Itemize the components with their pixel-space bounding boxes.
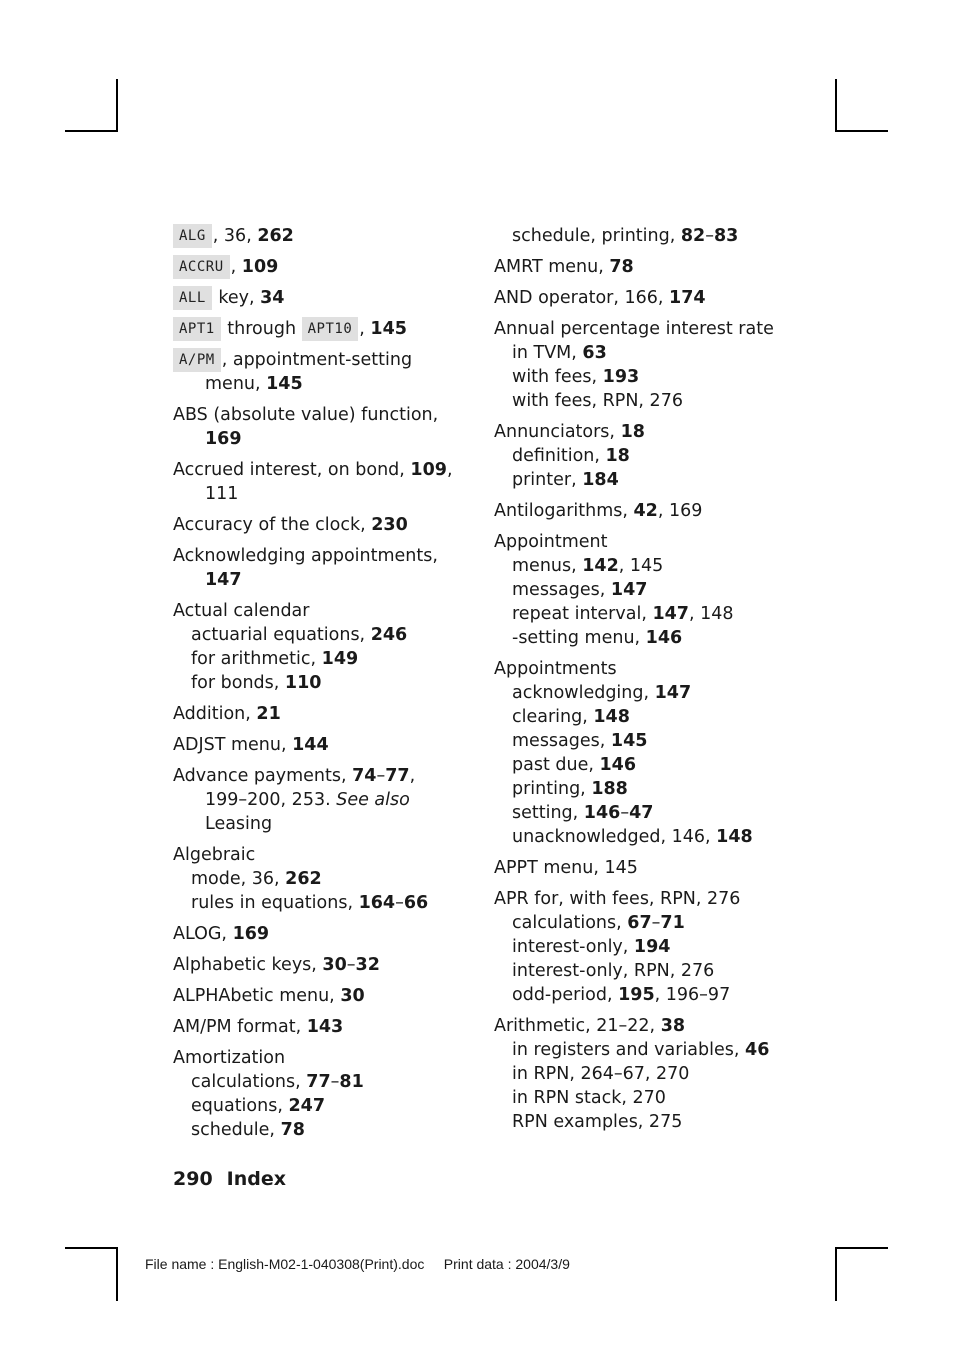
index-subterm	[494, 554, 794, 578]
entry-text: key,	[212, 288, 261, 308]
page-ref-primary: 110	[284, 673, 322, 693]
page-ref-primary: 21	[256, 704, 281, 724]
page-ref-primary: 83	[713, 226, 739, 246]
index-entry	[173, 922, 473, 946]
page-ref-primary: 143	[306, 1017, 344, 1037]
entry-text: Alphabetic keys,	[173, 955, 323, 975]
index-subterm	[494, 959, 794, 983]
entry-text: menus,	[512, 556, 583, 576]
index-entry	[173, 764, 473, 836]
page-ref-primary: 169	[205, 429, 242, 449]
crop-mark	[116, 79, 118, 132]
entry-text: -setting menu,	[512, 628, 646, 648]
entry-text: Appointments	[494, 659, 617, 679]
crop-mark	[835, 1247, 888, 1249]
entry-text: APR for, with fees, RPN, 276	[494, 889, 741, 909]
index-subterm	[173, 891, 473, 915]
page-ref-primary: 47	[629, 803, 654, 823]
entry-text: ,	[230, 257, 242, 277]
index-entry	[173, 953, 473, 977]
entry-text: –	[395, 893, 404, 913]
section-title: Index	[226, 1168, 287, 1190]
index-entry	[173, 1046, 473, 1142]
entry-text: , 145	[618, 556, 664, 576]
index-subterm	[494, 626, 794, 650]
entry-text: ,	[446, 460, 453, 480]
index-subterm	[494, 389, 794, 413]
entry-text: 111	[205, 484, 239, 504]
index-term	[173, 733, 473, 757]
page-ref-primary: 74	[352, 766, 377, 786]
index-term	[173, 764, 473, 788]
entry-text: clearing,	[512, 707, 594, 727]
entry-text: past due,	[512, 755, 600, 775]
index-column-right	[494, 224, 794, 1141]
entry-text: 199–200, 253.	[205, 790, 337, 810]
index-subterm	[494, 825, 794, 849]
page-ref-primary: 148	[716, 827, 753, 847]
index-entry	[173, 733, 473, 757]
page-ref-primary: 262	[285, 869, 322, 889]
page-ref-primary: 148	[593, 707, 630, 727]
page-ref-primary: 38	[660, 1016, 686, 1036]
entry-text: ADJST menu,	[173, 735, 293, 755]
index-entry	[494, 1014, 794, 1134]
menu-key-label: APT1	[173, 317, 221, 341]
crop-mark	[835, 1247, 837, 1301]
page-ref-primary: 145	[266, 374, 303, 394]
page-ref-primary: 193	[602, 367, 640, 387]
entry-text: through	[221, 319, 302, 339]
entry-text: Addition,	[173, 704, 257, 724]
entry-text: Arithmetic, 21–22,	[494, 1016, 661, 1036]
index-entry	[173, 286, 473, 310]
index-term	[173, 317, 473, 341]
page-ref-primary: 77	[306, 1072, 331, 1092]
page-ref-primary: 147	[654, 683, 692, 703]
index-subterm	[173, 427, 473, 451]
index-term	[173, 1015, 473, 1039]
index-subterm	[173, 1070, 473, 1094]
index-term	[173, 922, 473, 946]
index-subterm	[494, 468, 794, 492]
entry-text: odd-period,	[512, 985, 619, 1005]
index-entry	[173, 984, 473, 1008]
index-subterm	[173, 867, 473, 891]
entry-text: –	[651, 913, 661, 933]
page-ref-primary: 18	[620, 422, 645, 442]
index-term	[173, 458, 473, 482]
entry-text: ALPHAbetic menu,	[173, 986, 341, 1006]
entry-text: schedule,	[191, 1120, 281, 1140]
entry-text: mode, 36,	[191, 869, 286, 889]
cross-reference: See also	[336, 790, 410, 810]
index-subterm	[173, 1094, 473, 1118]
entry-text: Accrued interest, on bond,	[173, 460, 411, 480]
entry-text: Accuracy of the clock,	[173, 515, 372, 535]
index-subterm	[494, 602, 794, 626]
entry-text: Algebraic	[173, 845, 256, 865]
entry-text: calculations,	[191, 1072, 307, 1092]
entry-text: –	[330, 1072, 340, 1092]
page-ref-primary: 146	[599, 755, 636, 775]
index-entry	[173, 317, 473, 341]
menu-key-label: ALG	[173, 224, 212, 248]
page-ref-primary: 63	[582, 343, 607, 363]
menu-key-label: A/PM	[173, 348, 221, 372]
index-subterm	[494, 578, 794, 602]
page-ref-primary: 42	[633, 501, 658, 521]
page-ref-primary: 67	[627, 913, 652, 933]
index-entry	[494, 856, 794, 880]
entry-text: Appointment	[494, 532, 608, 552]
page-ref-primary: 142	[582, 556, 619, 576]
crop-mark	[116, 1247, 118, 1301]
entry-text: interest-only,	[512, 937, 634, 957]
index-entry	[173, 544, 473, 592]
page-ref-primary: 146	[645, 628, 683, 648]
page-ref-primary: 32	[355, 955, 380, 975]
entry-text: with fees, RPN, 276	[512, 391, 683, 411]
index-term	[173, 953, 473, 977]
index-term	[173, 1046, 473, 1070]
page-ref-primary: 81	[339, 1072, 364, 1092]
index-subterm	[494, 911, 794, 935]
page-ref-primary: 30	[322, 955, 347, 975]
page-ref-primary: 194	[633, 937, 671, 957]
page-ref-primary: 184	[582, 470, 619, 490]
entry-text: –	[376, 766, 386, 786]
entry-text: rules in equations,	[191, 893, 359, 913]
index-subterm	[173, 788, 473, 812]
index-entry	[173, 599, 473, 695]
page-ref-primary: 164	[358, 893, 396, 913]
index-term	[173, 843, 473, 867]
entry-text: Antilogarithms,	[494, 501, 634, 521]
index-subterm	[494, 681, 794, 705]
page-footer	[173, 1168, 300, 1190]
index-term	[173, 702, 473, 726]
index-subterm	[173, 482, 473, 506]
entry-text: repeat interval,	[512, 604, 653, 624]
crop-mark	[835, 79, 837, 132]
index-entry	[494, 657, 794, 849]
index-entry	[173, 458, 473, 506]
index-entry	[173, 255, 473, 279]
index-subterm	[173, 623, 473, 647]
page-ref-primary: 230	[371, 515, 408, 535]
entry-text: equations,	[191, 1096, 289, 1116]
page-ref-primary: 169	[232, 924, 270, 944]
page-ref-primary: 147	[205, 570, 242, 590]
crop-mark	[835, 130, 888, 132]
entry-text: messages,	[512, 580, 611, 600]
index-term	[494, 499, 794, 523]
entry-text: AND operator, 166,	[494, 288, 670, 308]
index-entry	[173, 224, 473, 248]
entry-text: schedule, printing,	[512, 226, 681, 246]
index-entry	[173, 1015, 473, 1039]
index-subterm	[173, 671, 473, 695]
entry-text: , 148	[688, 604, 734, 624]
entry-text: ABS (absolute value) function,	[173, 405, 439, 425]
page-ref-primary: 247	[288, 1096, 325, 1116]
entry-text: ALOG,	[173, 924, 233, 944]
index-entry	[494, 317, 794, 413]
entry-text: Actual calendar	[173, 601, 310, 621]
page-ref-primary: 18	[605, 446, 630, 466]
page-ref-primary: 146	[583, 803, 621, 823]
index-entry	[494, 530, 794, 650]
page-ref-primary: 109	[410, 460, 447, 480]
page-ref-primary: 82	[680, 226, 706, 246]
page-ref-primary: 46	[745, 1040, 770, 1060]
page-ref-primary: 262	[257, 226, 294, 246]
page-ref-primary: 188	[591, 779, 628, 799]
index-entry	[494, 887, 794, 1007]
file-info: File name : English-M02-1-040308(Print).doc Print data : 2004/3/9	[145, 1256, 570, 1272]
index-subterm	[494, 705, 794, 729]
menu-key-label: ALL	[173, 286, 212, 310]
entry-text: –	[705, 226, 714, 246]
index-entry	[173, 843, 473, 915]
index-term	[173, 224, 473, 248]
index-subterm	[494, 729, 794, 753]
index-subterm	[494, 1110, 794, 1134]
index-subterm	[173, 1118, 473, 1142]
index-term	[494, 255, 794, 279]
entry-text: , 196–97	[654, 985, 731, 1005]
entry-text: Annunciators,	[494, 422, 621, 442]
entry-text: ,	[359, 319, 371, 339]
menu-key-label: ACCRU	[173, 255, 230, 279]
index-entry	[173, 702, 473, 726]
page-ref-primary: 147	[610, 580, 648, 600]
entry-text: setting,	[512, 803, 584, 823]
entry-text: printer,	[512, 470, 583, 490]
index-term	[494, 657, 794, 681]
index-term	[494, 420, 794, 444]
index-term	[173, 984, 473, 1008]
index-term	[173, 599, 473, 623]
index-subterm	[494, 1038, 794, 1062]
page-ref-primary: 78	[280, 1120, 305, 1140]
entry-text: definition,	[512, 446, 606, 466]
page-ref-primary: 145	[370, 319, 407, 339]
index-subterm	[494, 1062, 794, 1086]
index-subterm	[173, 372, 473, 396]
entry-text: for bonds,	[191, 673, 285, 693]
index-entry	[494, 255, 794, 279]
entry-text: with fees,	[512, 367, 603, 387]
entry-text: menu,	[205, 374, 267, 394]
index-subterm	[494, 983, 794, 1007]
entry-text: Leasing	[205, 814, 273, 834]
entry-text: , 36,	[212, 226, 258, 246]
index-term	[494, 856, 794, 880]
index-term	[494, 530, 794, 554]
index-subterm	[494, 753, 794, 777]
page-ref-primary: 149	[321, 649, 359, 669]
entry-text: ,	[409, 766, 416, 786]
entry-text: , appointment-setting	[221, 350, 413, 370]
menu-key-label: APT10	[302, 317, 359, 341]
index-subterm	[494, 777, 794, 801]
entry-text: for arithmetic,	[191, 649, 322, 669]
entry-text: AMRT menu,	[494, 257, 610, 277]
page-ref-primary: 78	[609, 257, 634, 277]
index-entry	[173, 513, 473, 537]
entry-text: Acknowledging appointments,	[173, 546, 438, 566]
index-term	[173, 348, 473, 372]
entry-text: printing,	[512, 779, 592, 799]
crop-mark	[65, 130, 118, 132]
entry-text: AM/PM format,	[173, 1017, 307, 1037]
entry-text: calculations,	[512, 913, 628, 933]
index-term	[494, 1014, 794, 1038]
entry-text: –	[620, 803, 630, 823]
entry-text: in registers and variables,	[512, 1040, 746, 1060]
index-entry	[494, 420, 794, 492]
page-ref-primary: 145	[610, 731, 648, 751]
index-subterm	[494, 224, 794, 248]
page-ref-primary: 71	[660, 913, 685, 933]
index-term	[173, 513, 473, 537]
index-term	[494, 887, 794, 911]
index-term	[173, 255, 473, 279]
index-column-left	[173, 224, 473, 1149]
crop-mark	[65, 1247, 118, 1249]
entry-text: in TVM,	[512, 343, 583, 363]
page-ref-primary: 30	[340, 986, 365, 1006]
entry-text: in RPN, 264–67, 270	[512, 1064, 690, 1084]
entry-text: unacknowledged, 146,	[512, 827, 717, 847]
entry-text: , 169	[657, 501, 703, 521]
index-subterm	[494, 935, 794, 959]
page-ref-primary: 66	[403, 893, 429, 913]
entry-text: in RPN stack, 270	[512, 1088, 666, 1108]
page-ref-primary: 246	[370, 625, 408, 645]
index-entry	[173, 348, 473, 396]
page-ref-primary: 144	[292, 735, 329, 755]
index-subterm	[173, 647, 473, 671]
entry-text: messages,	[512, 731, 611, 751]
page-ref-primary: 147	[652, 604, 689, 624]
page-ref-primary: 34	[260, 288, 285, 308]
index-subterm	[173, 568, 473, 592]
index-term	[173, 403, 473, 427]
index-term	[173, 544, 473, 568]
entry-text: actuarial equations,	[191, 625, 371, 645]
index-entry	[494, 286, 794, 310]
page-ref-primary: 77	[385, 766, 410, 786]
index-term	[494, 286, 794, 310]
index-subterm	[494, 444, 794, 468]
index-subterm	[173, 812, 473, 836]
page-ref-primary: 195	[618, 985, 655, 1005]
page-number: 290	[173, 1168, 213, 1190]
page-ref-primary: 109	[241, 257, 279, 277]
index-term	[173, 286, 473, 310]
index-entry	[494, 224, 794, 248]
entry-text: RPN examples, 275	[512, 1112, 683, 1132]
index-subterm	[494, 341, 794, 365]
entry-text: Amortization	[173, 1048, 286, 1068]
index-entry	[173, 403, 473, 451]
index-subterm	[494, 801, 794, 825]
entry-text: interest-only, RPN, 276	[512, 961, 715, 981]
index-entry	[494, 499, 794, 523]
entry-text: Annual percentage interest rate	[494, 319, 774, 339]
index-subterm	[494, 365, 794, 389]
index-term	[494, 317, 794, 341]
entry-text: Advance payments,	[173, 766, 353, 786]
entry-text: acknowledging,	[512, 683, 655, 703]
index-subterm	[494, 1086, 794, 1110]
entry-text: –	[346, 955, 356, 975]
entry-text: APPT menu, 145	[494, 858, 638, 878]
page-ref-primary: 174	[669, 288, 706, 308]
